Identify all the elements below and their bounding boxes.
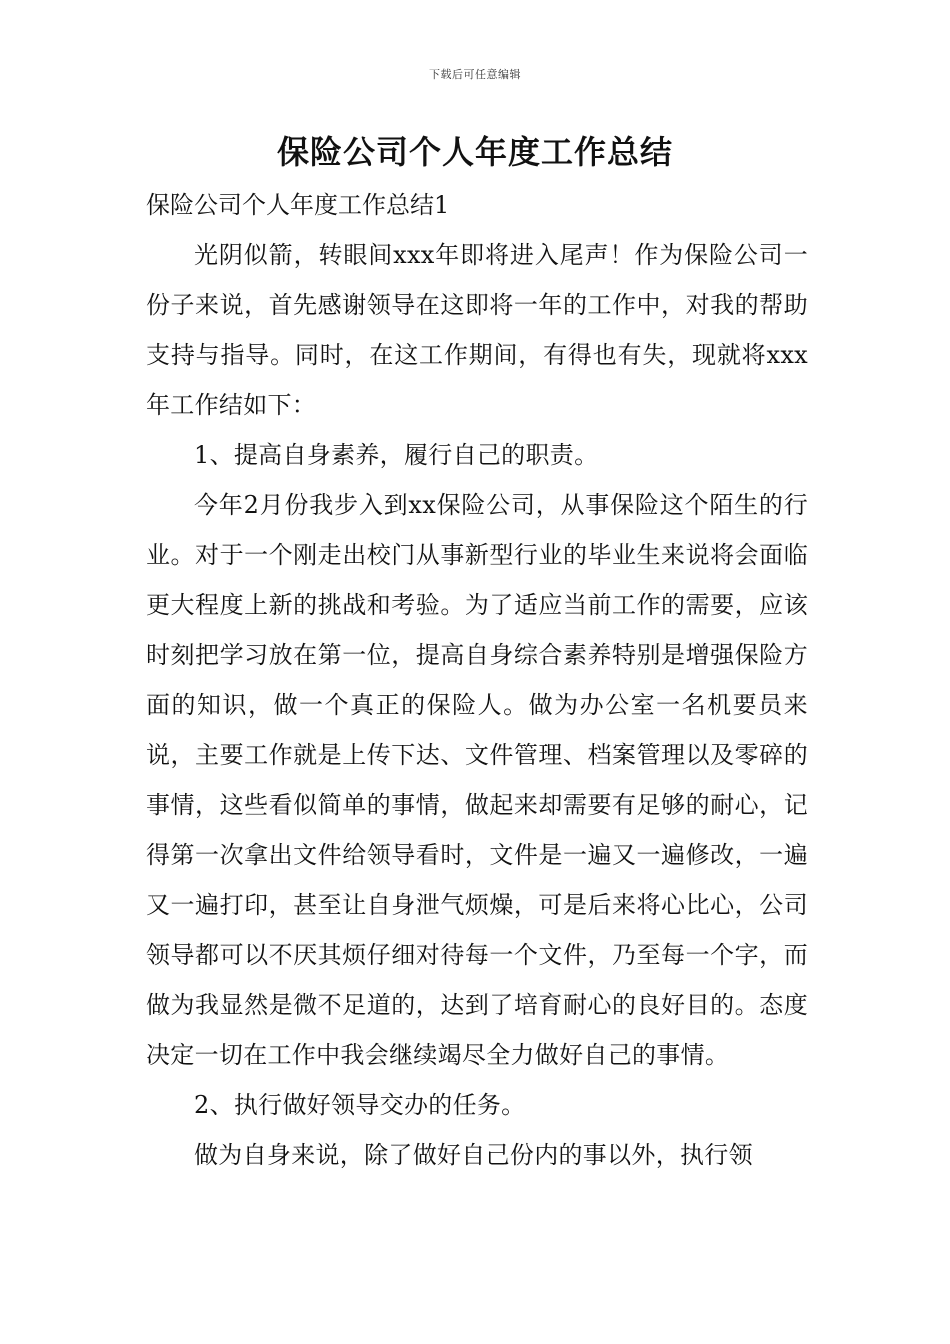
document-body <box>146 180 808 1180</box>
paragraph-heading-1: 1、提高自身素养，履行自己的职责。 <box>194 441 599 469</box>
section-subtitle: 保险公司个人年度工作总结1 <box>146 191 450 219</box>
paragraph-body-2: 做为自身来说，除了做好自己份内的事以外，执行领 <box>194 1141 753 1169</box>
paragraph-intro: 光阴似箭，转眼间xxx年即将进入尾声！作为保险公司一份子来说，首先感谢领导在这即将一年的工作中，对我的帮助支持与指导。同时，在这工作期间，有得也有失，现就将xxx年工作结如下： <box>146 241 808 419</box>
header-note: 下载后可任意编辑 <box>429 68 521 81</box>
paragraph-heading-2: 2、执行做好领导交办的任务。 <box>194 1091 526 1119</box>
paragraph-body-1: 今年2月份我步入到xx保险公司，从事保险这个陌生的行业。对于一个刚走出校门从事新型行业的毕业生来说将会面临更大程度上新的挑战和考验。为了适应当前工作的需要，应该时刻把学习放在第一位，提高自身综合素养特别是增强保险方面的知识，做一个真正的保险人。做为办公室一名机要员来说，主要工作就是上传下达、文件管理、档案管理以及零碎的事情，这些看似简单的事情，做起来却需要有足够的耐心，记得第一次拿出文件给领导看时，文件是一遍又一遍修改，一遍又一遍打印，甚至让自身泄气烦燥，可是后来将心比心，公司领导都可以不厌其烦仔细对待每一个文件，乃至每一个字，而做为我显然是微不足道的，达到了培育耐心的良好目的。态度决定一切在工作中我会继续竭尽全力做好自己的事情。 <box>146 491 808 1069</box>
document-title: 保险公司个人年度工作总结 <box>276 133 673 171</box>
